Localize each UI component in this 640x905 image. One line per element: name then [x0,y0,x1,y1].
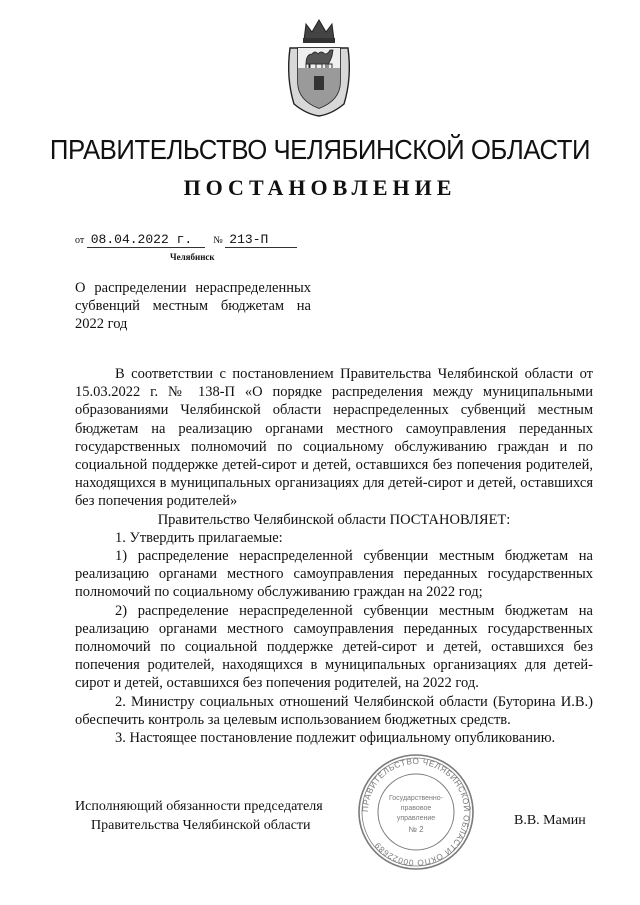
government-title: ПРАВИТЕЛЬСТВО ЧЕЛЯБИНСКОЙ ОБЛАСТИ [49,134,591,165]
seal-center-line-1: Государственно- [388,795,444,802]
seal-center-line-3: управление [396,815,436,822]
seal-ring-text: ПРАВИТЕЛЬСТВО ЧЕЛЯБИНСКОЙ ОБЛАСТИ ОКПО 00022689 [360,756,472,868]
document-reference [75,232,297,248]
document-date: 08.04.2022 г. [87,232,205,248]
official-seal [356,752,476,872]
number-label: № [213,235,223,246]
seal-center-line-4: № 2 [408,825,424,834]
seal-center-line-2: правовое [400,805,432,812]
coat-of-arms-icon [284,18,354,118]
signer-position [75,797,323,835]
date-label: от [75,235,85,246]
item-1-2: 2) распределение нераспределенной субвенции местным бюджетам на реализацию органами местного самоуправления переданных государственных полномочий по социальной поддержке детей-сирот и детей, оставшихся без попечения родителей, находящихся в муниципальных организациях для детей-сирот и детей, оставшихся без попечения родителей, на 2022 год. [75,602,593,692]
resolves-line: Правительство Челябинской области ПОСТАНОВЛЯЕТ: [157,511,511,528]
document-body [75,365,593,747]
signer-name: В.В. Мамин [514,813,586,828]
document-type: ПОСТАНОВЛЕНИЕ [183,175,457,200]
signer-position-line-1: Исполняющий обязанности председателя [75,799,323,814]
document-number: 213-П [225,232,297,248]
item-2: 2. Министру социальных отношений Челябинской области (Буторина И.В.) обеспечить контроль за целевым использованием бюджетных средств. [75,693,593,728]
item-3: 3. Настоящее постановление подлежит официальному опубликованию. [115,730,556,747]
document-city: Челябинск [170,252,215,262]
document-subject: О распределении нераспределенных субвенций местным бюджетам на 2022 год [75,280,311,332]
preamble-paragraph: В соответствии с постановлением Правительства Челябинской области от 15.03.2022 г. № 138-П «О порядке распределения между муниципальными образованиями Челябинской области нераспределенных субвенций местным бюджетам на реализацию органами местного самоуправления переданных государственных полномочий по социальному обслуживанию граждан и по социальной поддержке детей-сирот и детей, оставшихся без попечения родителей, находящихся в муниципальных организациях для детей-сирот и детей, оставшихся без попечения родителей» [75,366,593,510]
signer-position-line-2: Правительства Челябинской области [91,818,311,833]
item-1-1: 1) распределение нераспределенной субвенции местным бюджетам на реализацию органами местного самоуправления переданных государственных полномочий по социальному обслуживанию граждан на 2022 год; [75,548,593,601]
item-1: 1. Утвердить прилагаемые: [115,529,283,546]
